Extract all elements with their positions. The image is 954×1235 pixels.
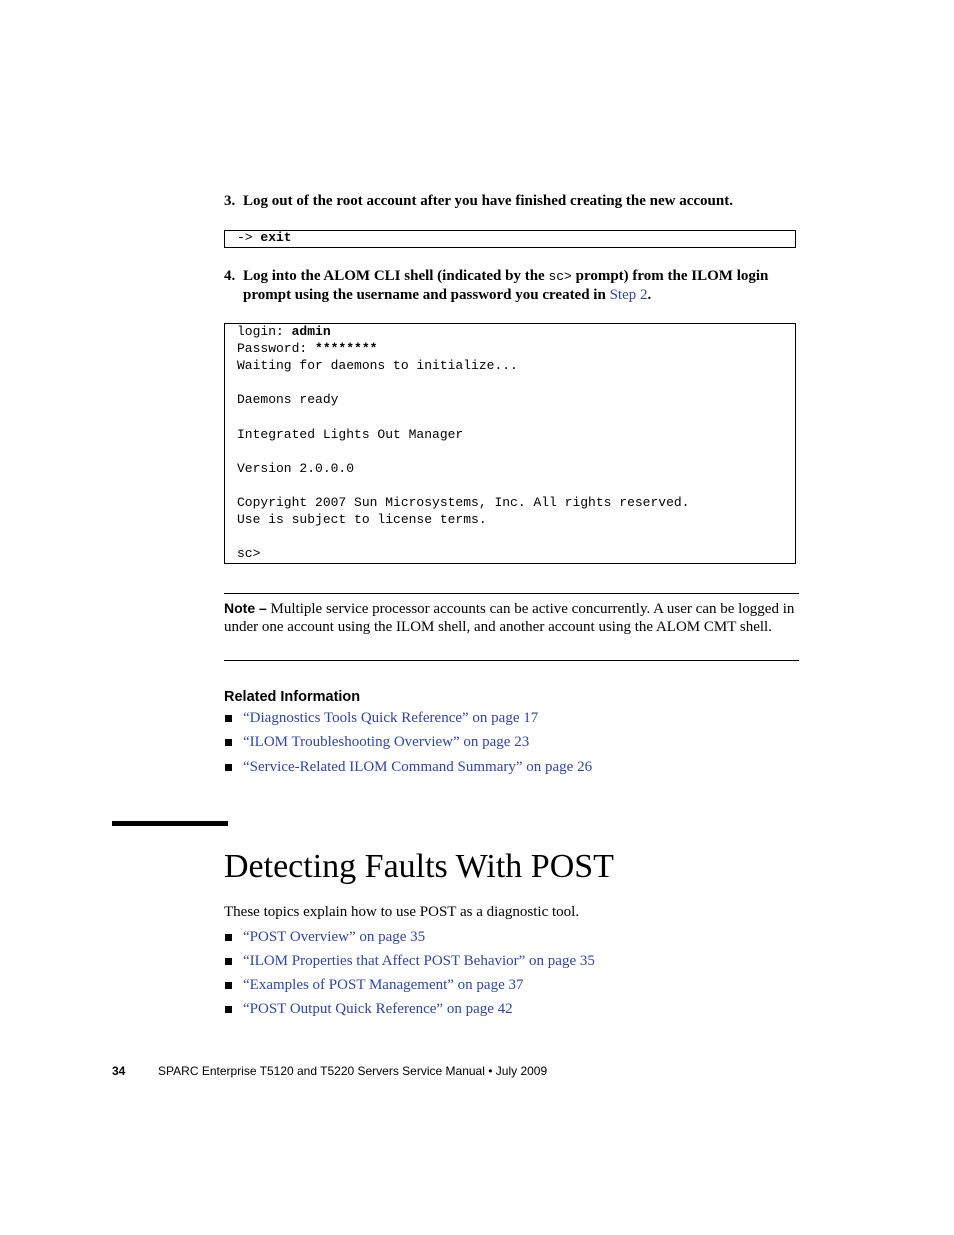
- step-text: Log out of the root account after you have finished creating the new account.: [243, 193, 733, 209]
- section-list: [224, 928, 595, 1024]
- bullet-square-icon: [225, 739, 232, 746]
- password-value: ********: [315, 341, 378, 357]
- code-block-exit: [224, 230, 796, 248]
- step-3: [224, 192, 799, 210]
- note-text: Multiple service processor accounts can be active concurrently. A user can be logged in under one account using the ILOM shell, and another account using the ALOM CMT shell.: [224, 601, 795, 635]
- list-item: [224, 952, 595, 976]
- section-intro: These topics explain how to use POST as a diagnostic tool.: [224, 904, 580, 920]
- cli-prompt: ->: [237, 230, 261, 245]
- list-item: [224, 758, 592, 782]
- footer-bullet: •: [488, 1064, 493, 1078]
- step-number: 3.: [224, 193, 236, 209]
- related-list: [224, 709, 592, 782]
- section-link[interactable]: “Examples of POST Management” on page 37: [243, 977, 524, 993]
- list-item: [224, 928, 595, 952]
- list-item: [224, 1000, 595, 1024]
- note-top-rule: [224, 593, 799, 594]
- login-value: admin: [291, 324, 331, 339]
- note-bottom-rule: [224, 660, 799, 661]
- bullet-square-icon: [225, 958, 232, 965]
- bullet-square-icon: [225, 1006, 232, 1013]
- section-link[interactable]: “POST Output Quick Reference” on page 42: [243, 1001, 513, 1017]
- inline-code: sc>: [548, 269, 572, 284]
- related-link[interactable]: “Service-Related ILOM Command Summary” on page 26: [243, 758, 593, 775]
- bullet-square-icon: [225, 934, 232, 941]
- list-item: [224, 733, 592, 757]
- footer-title: SPARC Enterprise T5120 and T5220 Servers Service Manual: [158, 1064, 485, 1078]
- section-link[interactable]: “POST Overview” on page 35: [243, 929, 426, 945]
- note: [224, 599, 799, 636]
- footer-date: July 2009: [495, 1064, 548, 1078]
- page-number: 34: [112, 1064, 126, 1078]
- bullet-square-icon: [225, 715, 232, 722]
- related-link[interactable]: “ILOM Troubleshooting Overview” on page 23: [243, 734, 530, 751]
- bullet-square-icon: [225, 764, 232, 771]
- related-heading: Related Information: [224, 689, 361, 705]
- section-title: Detecting Faults With POST: [224, 848, 614, 885]
- list-item: [224, 976, 595, 1000]
- list-item: [224, 709, 592, 733]
- step-text: Log into the ALOM CLI shell (indicated by the sc> prompt) from the ILOM login prompt using the username and password you created in Step 2.: [243, 268, 769, 303]
- related-link[interactable]: “Diagnostics Tools Quick Reference” on page 17: [243, 710, 539, 726]
- code-block-login: login: admin Password: ******** Waiting for daemons to initialize... Daemons ready Integrated Lights Out Manager Version 2.0.0.0 Copyright 2007 Sun Microsystems, Inc. All rights reserved. Use is subject to license terms. sc>: [224, 323, 796, 564]
- note-label: Note –: [224, 600, 267, 616]
- step-number: 4.: [224, 268, 236, 284]
- section-link[interactable]: “ILOM Properties that Affect POST Behavior” on page 35: [243, 953, 595, 969]
- cli-command: exit: [260, 230, 292, 245]
- section-rule: [112, 821, 228, 826]
- step-2-link[interactable]: Step 2: [609, 287, 648, 303]
- step-4: [224, 267, 799, 305]
- footer: [112, 1064, 547, 1079]
- bullet-square-icon: [225, 982, 232, 989]
